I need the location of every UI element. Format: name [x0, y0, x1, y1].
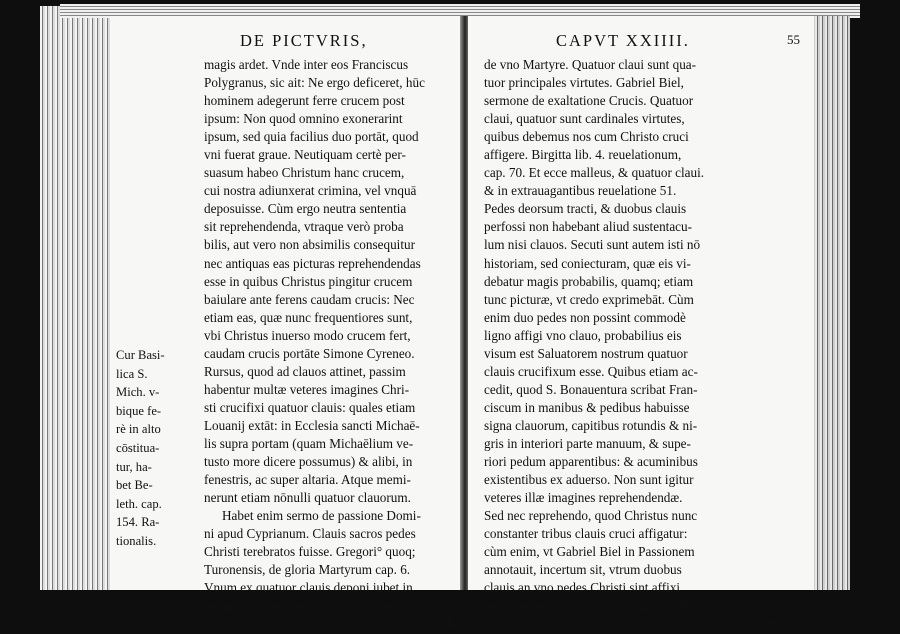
book-page-edges-left [40, 6, 110, 590]
text-line: claui, quatuor sunt cardinales virtutes, [484, 111, 685, 127]
text-line: annotauit, incertum sit, vtrum duobus [484, 562, 682, 578]
text-line: Polygranus, sic ait: Ne ergo deficeret, hūc [204, 75, 425, 91]
text-line: hominem adegerunt ferre crucem post [204, 93, 405, 109]
text-line: tusto more dicere possumus) & alibi, in [204, 454, 413, 470]
text-line: cui nostra adiunxerat crimina, vel vnquā [204, 183, 417, 199]
text-line: affigere. Birgitta lib. 4. reuelationum, [484, 147, 682, 163]
right-running-head: CAPVT XXIIII. [556, 31, 690, 50]
text-line: nerunt etiam nōnulli quatuor clauorum. [204, 490, 411, 506]
text-line: de vno Martyre. Quatuor claui sunt qua- [484, 57, 697, 72]
margin-note-line: tionalis. [116, 533, 157, 548]
margin-note-line: bet Be- [116, 478, 153, 493]
text-line: sermone de exaltatione Crucis. Quatuor [484, 93, 694, 109]
margin-note-line: lica S. [116, 366, 148, 381]
text-line: suasum habeo Christum hanc crucem, [204, 165, 405, 181]
text-line: Habet enim sermo de passione Domi- [222, 508, 421, 524]
text-line: visum est Saluatorem nostrum quatuor [484, 345, 688, 361]
text-line: lum nisi clauos. Secuti sunt autem isti nō [484, 237, 701, 253]
text-line: pelago: & Innocentius tertius, sermone [204, 598, 409, 614]
text-line: Sed nec reprehendo, quod Christus nunc [484, 508, 698, 524]
text-line: habentur multæ veteres imagines Chri- [204, 381, 410, 397]
text-line: cùm enim, vt Gabriel Biel in Passionem [484, 544, 695, 560]
text-line: existentibus ex aduerso. Non sunt igitur [484, 472, 694, 488]
text-line: baiulare ante ferens caudam crucis: Nec [204, 291, 415, 307]
text-line: ipsum: Non quod omnino exonerarint [204, 111, 403, 127]
text-line: perfossi non habebant aliud sustentacu- [484, 219, 693, 235]
text-line: cedit, quod S. Bonauentura scribat Fran- [484, 381, 698, 397]
text-line: quibus debemus nos cum Christo cruci [484, 129, 689, 145]
text-line: tuor principales virtutes. Gabriel Biel, [484, 75, 684, 91]
text-line: lis supra portam (quam Michaēlium ve- [204, 435, 414, 451]
text-line: ligno affigi vno clauo, probabilius eis [484, 327, 682, 343]
text-line: enim duo pedes non possint commodè [484, 309, 686, 325]
text-line: tunc picturæ, vt credo exprimebāt. Cùm [484, 291, 694, 307]
text-line: ipsum, sed quia facilius duo portāt, quod [204, 129, 419, 145]
left-page [110, 16, 462, 632]
text-line: deposuisse. Cùm ergo neutra sententia [204, 201, 407, 217]
text-line: clauis an vno pedes Christi sint affixi, [484, 580, 684, 596]
text-line: historiam, sed coniecturam, quæ eis vi- [484, 255, 691, 271]
text-line: caudam crucis portāte Simone Cyreneo. [204, 345, 415, 361]
catchword: de [443, 616, 456, 632]
text-line: gris in interiori parte manuum, & supe- [484, 435, 691, 451]
text-line: etiam eas, quæ nunc frequentiores sunt, [204, 309, 413, 325]
text-line: ciscum in manibus & pedibus habuisse [484, 399, 690, 415]
book-page-edges-right [810, 16, 850, 590]
right-page-text [484, 56, 800, 634]
text-line: nec antiquas eas picturas reprehendendas [204, 255, 421, 271]
margin-note-line: tur, ha- [116, 459, 152, 474]
text-line: fenestris, ac super altaria. Atque memi- [204, 472, 411, 488]
page-number: 55 [787, 32, 800, 47]
text-line: magis ardet. Vnde inter eos Franciscus [204, 57, 409, 72]
text-line: Pedes deorsum tracti, & duobus clauis [484, 201, 687, 217]
text-line: clauis crucifixum esse. Quibus etiam ac- [484, 363, 698, 379]
text-line: sti crucifixi quatuor clauis: quales etiam [204, 399, 416, 415]
margin-note-line: Cur Basi- [116, 348, 165, 362]
text-line: Louanij extāt: in Ecclesia sancti Michaē- [204, 417, 420, 433]
text-line: veteres illæ imagines reprehendendæ. [484, 490, 683, 506]
left-running-head: DE PICTVRIS, [240, 31, 368, 50]
text-line: debatur magis probabilis, quamq; etiam [484, 273, 694, 289]
text-line: cap. 70. Et ecce malleus, & quatuor claui. [484, 165, 705, 181]
margin-note [116, 346, 202, 551]
text-line: vbi Christus inuerso modo crucem fert, [204, 327, 411, 343]
text-line: riori pedum apparentibus: & acuminibus [484, 454, 698, 470]
text-line: constanter tribus clauis cruci affigatur: [484, 526, 688, 542]
text-line: Rursus, quod ad clauos attinet, passim [204, 363, 406, 379]
text-line: Vnum ex quatuor clauis deponi iubet in [204, 580, 413, 596]
margin-note-line: bique fe- [116, 403, 162, 418]
text-line: & in extrauagantibus reuelatione 51. [484, 183, 677, 199]
left-page-text [204, 56, 460, 634]
right-page [468, 16, 814, 632]
margin-note-line: Mich. v- [116, 385, 160, 400]
text-line: parum refert vtro modo pingatur. Vnde [484, 598, 689, 614]
text-line: Christi terebratos fuisse. Gregori° quoq; [204, 544, 416, 560]
text-line: esse in quibus Christus pingitur crucem [204, 273, 413, 289]
margin-note-line: 154. Ra- [116, 515, 160, 530]
margin-note-line: cōstitua- [116, 440, 160, 455]
text-line: signa clauorum, capitibus rotundis & ni- [484, 417, 698, 433]
text-line: Turonensis, de gloria Martyrum cap. 6. [204, 562, 411, 578]
text-line: vni fuerat graue. Neutiquam certè per- [204, 147, 406, 163]
margin-note-line: rè in alto [116, 422, 161, 437]
text-line: sit reprehendenda, vtraque verò proba [204, 219, 404, 235]
text-line: ni apud Cyprianum. Clauis sacros pedes [204, 526, 416, 542]
catchword: etiam [766, 616, 796, 632]
margin-note-line: leth. cap. [116, 496, 162, 511]
text-line: bilis, aut vero non absimilis consequitur [204, 237, 415, 253]
